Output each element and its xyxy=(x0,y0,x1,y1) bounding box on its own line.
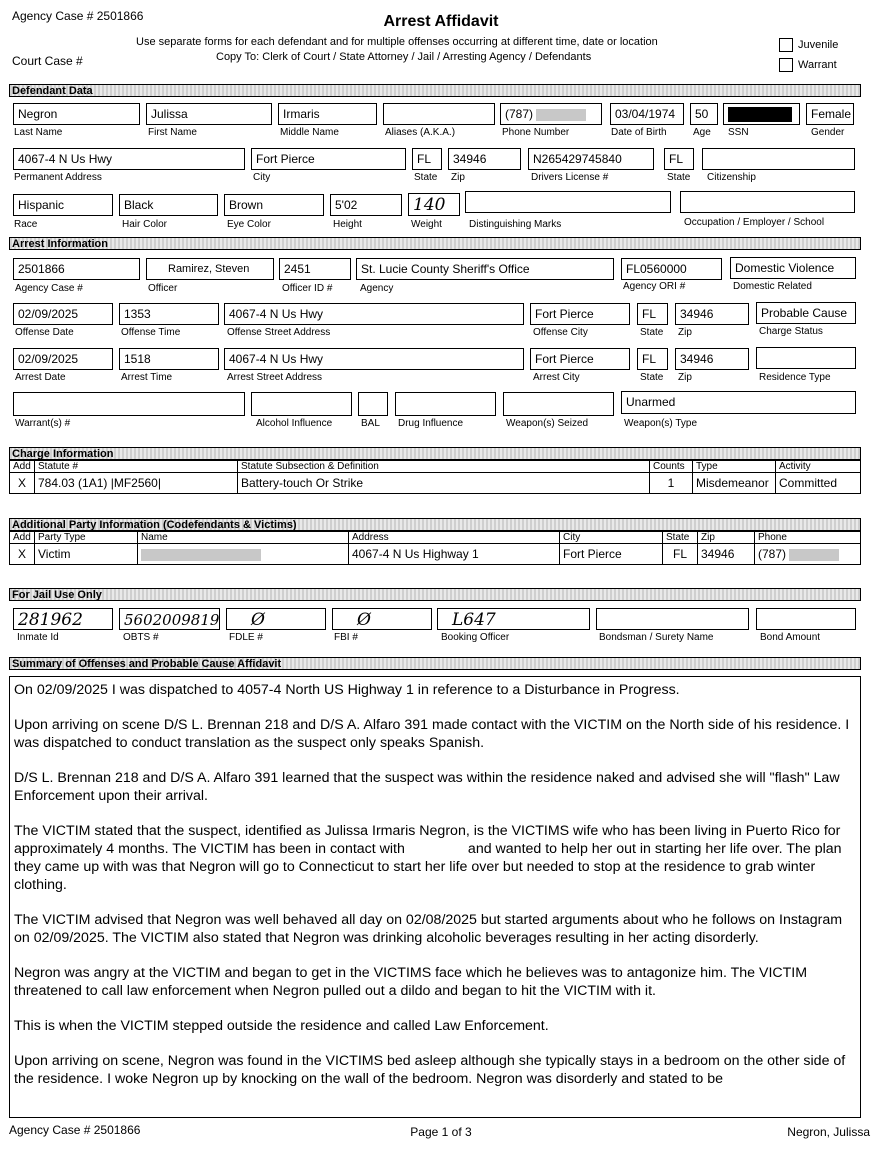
charge-row xyxy=(10,473,861,494)
fdle-label: FDLE # xyxy=(229,632,263,643)
officer-label: Officer xyxy=(148,283,178,294)
party-row xyxy=(10,544,861,565)
summary-section-header: Summary of Offenses and Probable Cause Affidavit xyxy=(9,657,861,670)
hair-label: Hair Color xyxy=(122,219,168,230)
party-name xyxy=(138,544,349,565)
first-name-label: First Name xyxy=(148,127,197,138)
weapon-type-label: Weapon(s) Type xyxy=(624,418,698,429)
party-address: 4067-4 N Us Highway 1 xyxy=(349,544,560,565)
offense-time-label: Offense Time xyxy=(121,327,181,338)
weight-label: Weight xyxy=(411,219,442,230)
court-case-label: Court Case # xyxy=(12,54,83,68)
arrest-time-label: Arrest Time xyxy=(121,372,173,383)
arrest-agency-case-label: Agency Case # xyxy=(15,283,83,294)
state-field[interactable]: FL xyxy=(412,148,442,170)
summary-narrative xyxy=(9,676,861,1118)
footer-defendant-name: Negron, Julissa xyxy=(787,1125,870,1139)
height-field[interactable]: 5'02 xyxy=(330,194,402,216)
agency-case-header: Agency Case # 2501866 xyxy=(12,9,144,23)
weapon-seized-field[interactable] xyxy=(503,392,614,416)
eye-field[interactable]: Brown xyxy=(224,194,324,216)
juvenile-checkbox[interactable] xyxy=(779,38,793,52)
hair-field[interactable]: Black xyxy=(119,194,218,216)
copy-to: Copy To: Clerk of Court / State Attorney / Jail / Arresting Agency / Defendants xyxy=(216,51,592,63)
charge-table xyxy=(9,460,861,494)
obts-label: OBTS # xyxy=(123,632,159,643)
arrest-address-field[interactable]: 4067-4 N Us Hwy xyxy=(224,348,524,370)
warrant-label: Warrant xyxy=(798,59,837,71)
party-add-marker[interactable]: X xyxy=(10,544,35,565)
license-state-field[interactable]: FL xyxy=(664,148,694,170)
form-instructions: Use separate forms for each defendant and for multiple offenses occurring at different time, date or location xyxy=(136,36,658,48)
last-name-field[interactable]: Negron xyxy=(13,103,140,125)
arrest-state-label: State xyxy=(640,372,664,383)
occupation-field[interactable] xyxy=(680,191,855,213)
bal-field[interactable] xyxy=(358,392,388,416)
city-label: City xyxy=(253,172,271,183)
offense-date-label: Offense Date xyxy=(15,327,74,338)
zip-field[interactable]: 34946 xyxy=(448,148,521,170)
arrest-date-field[interactable]: 02/09/2025 xyxy=(13,348,113,370)
arrest-agency-case-field[interactable]: 2501866 xyxy=(13,258,140,280)
party-header-phone: Phone xyxy=(755,532,861,544)
officer-id-label: Officer ID # xyxy=(282,283,333,294)
last-name-label: Last Name xyxy=(14,127,63,138)
booking-officer-label: Booking Officer xyxy=(441,632,510,643)
marks-field[interactable] xyxy=(465,191,671,213)
narrative-paragraph: Upon arriving on scene, Negron was found in the VICTIMS bed asleep although she typically stays in a bedroom on the other side of the residence. I woke Negron up by knocking on the wall of the bedroom. Negron was disorderly and stated to be xyxy=(14,1053,846,1087)
ori-field[interactable]: FL0560000 xyxy=(621,258,722,280)
charge-status-field[interactable]: Probable Cause xyxy=(756,302,856,324)
occupation-label: Occupation / Employer / School xyxy=(684,217,825,228)
fbi-field[interactable]: Ø xyxy=(332,608,432,630)
agency-label: Agency xyxy=(360,283,394,294)
eye-label: Eye Color xyxy=(227,219,271,230)
booking-officer-field[interactable]: L647 xyxy=(437,608,590,630)
offense-state-label: State xyxy=(640,327,664,338)
party-phone: (787) xyxy=(755,544,861,565)
age-label: Age xyxy=(693,127,711,138)
bond-amount-label: Bond Amount xyxy=(760,632,821,643)
phone-label: Phone Number xyxy=(502,127,570,138)
fbi-label: FBI # xyxy=(334,632,358,643)
footer-agency-case: Agency Case # 2501866 xyxy=(9,1123,141,1137)
charge-header-definition: Statute Subsection & Definition xyxy=(238,461,650,473)
charge-header-statute: Statute # xyxy=(35,461,238,473)
agency-field[interactable]: St. Lucie County Sheriff's Office xyxy=(356,258,614,280)
weapon-type-field[interactable]: Unarmed xyxy=(621,391,856,414)
officer-id-field[interactable]: 2451 xyxy=(279,258,351,280)
party-table xyxy=(9,531,861,565)
weapon-seized-label: Weapon(s) Seized xyxy=(506,418,589,429)
first-name-field[interactable]: Julissa xyxy=(146,103,272,125)
redaction xyxy=(789,549,839,561)
citizenship-label: Citizenship xyxy=(707,172,756,183)
warrant-checkbox[interactable] xyxy=(779,58,793,72)
narrative-paragraph: D/S L. Brennan 218 and D/S A. Alfaro 391 learned that the suspect was within the residence naked and advised she will "flash" Law Enforcement upon their arrival. xyxy=(14,770,840,804)
offense-address-field[interactable]: 4067-4 N Us Hwy xyxy=(224,303,524,325)
charge-statute: 784.03 (1A1) |MF2560| xyxy=(35,473,238,494)
narrative-paragraph: The VICTIM stated that the suspect, identified as Julissa Irmaris Negron, is the VICTIMS wife who has been living in Puerto Rico for approximately 4 months. The VICTIM has been in contact with and wanted to help her out in starting her life over. The plan they came up with was that Negron will go to Connecticut to start her life over but needed to stop at the residence to grab winter clothing. xyxy=(14,823,846,893)
dob-field[interactable]: 03/04/1974 xyxy=(610,103,684,125)
race-field[interactable]: Hispanic xyxy=(13,194,113,216)
warrant-number-field[interactable] xyxy=(13,392,245,416)
party-state: FL xyxy=(663,544,698,565)
offense-date-field[interactable]: 02/09/2025 xyxy=(13,303,113,325)
offense-city-label: Offense City xyxy=(533,327,588,338)
gender-field[interactable]: Female xyxy=(806,103,854,125)
city-field[interactable]: Fort Pierce xyxy=(251,148,406,170)
party-city: Fort Pierce xyxy=(560,544,663,565)
zip-label: Zip xyxy=(451,172,465,183)
arrest-time-field[interactable]: 1518 xyxy=(119,348,219,370)
domestic-label: Domestic Related xyxy=(733,281,812,292)
bal-label: BAL xyxy=(361,418,380,429)
ssn-label: SSN xyxy=(728,127,749,138)
page-title: Arrest Affidavit xyxy=(383,13,499,30)
charge-header-add: Add xyxy=(10,461,35,473)
party-header-name: Name xyxy=(138,532,349,544)
redaction xyxy=(141,549,261,561)
charge-status-label: Charge Status xyxy=(759,326,823,337)
middle-name-label: Middle Name xyxy=(280,127,339,138)
drug-field[interactable] xyxy=(395,392,496,416)
citizenship-field[interactable] xyxy=(702,148,855,170)
offense-zip-label: Zip xyxy=(678,327,692,338)
party-header-zip: Zip xyxy=(698,532,755,544)
ori-label: Agency ORI # xyxy=(623,281,686,292)
drug-label: Drug Influence xyxy=(398,418,464,429)
arrest-city-label: Arrest City xyxy=(533,372,580,383)
arrest-section-header: Arrest Information xyxy=(9,237,861,250)
narrative-paragraph: This is when the VICTIM stepped outside the residence and called Law Enforcement. xyxy=(14,1018,549,1034)
race-label: Race xyxy=(14,219,38,230)
aliases-field[interactable] xyxy=(383,103,495,125)
license-label: Drivers License # xyxy=(531,172,609,183)
dob-label: Date of Birth xyxy=(611,127,667,138)
state-label: State xyxy=(414,172,438,183)
weight-field[interactable]: 140 xyxy=(408,193,460,216)
phone-field[interactable]: (787) xyxy=(500,103,602,125)
warrant-number-label: Warrant(s) # xyxy=(15,418,71,429)
address-label: Permanent Address xyxy=(14,172,102,183)
arrest-city-field[interactable]: Fort Pierce xyxy=(530,348,630,370)
charge-section-header: Charge Information xyxy=(9,447,861,460)
inmate-id-label: Inmate Id xyxy=(17,632,59,643)
residence-type-field[interactable] xyxy=(756,347,856,369)
charge-header-activity: Activity xyxy=(776,461,861,473)
charge-header-counts: Counts xyxy=(650,461,693,473)
marks-label: Distinguishing Marks xyxy=(469,219,562,230)
age-field[interactable]: 50 xyxy=(690,103,718,125)
jail-section-header: For Jail Use Only xyxy=(9,588,861,601)
party-header-address: Address xyxy=(349,532,560,544)
aliases-label: Aliases (A.K.A.) xyxy=(385,127,456,138)
officer-field[interactable]: Ramirez, Steven xyxy=(146,258,274,280)
charge-definition: Battery-touch Or Strike xyxy=(238,473,650,494)
fdle-field[interactable]: Ø xyxy=(226,608,326,630)
license-state-label: State xyxy=(667,172,691,183)
offense-city-field[interactable]: Fort Pierce xyxy=(530,303,630,325)
license-field[interactable]: N265429745840 xyxy=(528,148,654,170)
alcohol-field[interactable] xyxy=(251,392,352,416)
domestic-field[interactable]: Domestic Violence xyxy=(730,257,856,279)
obts-field[interactable]: 5602009819 xyxy=(119,608,220,630)
middle-name-field[interactable]: Irmaris xyxy=(278,103,377,125)
charge-add-marker[interactable]: X xyxy=(10,473,35,494)
narrative-paragraph: Upon arriving on scene D/S L. Brennan 218 and D/S A. Alfaro 391 made contact with the VICTIM on the North side of his residence. I was dispatched to conduct translation as the suspect only speaks Spanish. xyxy=(14,717,850,751)
bondsman-field[interactable] xyxy=(596,608,749,630)
height-label: Height xyxy=(333,219,362,230)
gender-label: Gender xyxy=(811,127,845,138)
offense-zip-field[interactable]: 34946 xyxy=(675,303,749,325)
offense-address-label: Offense Street Address xyxy=(227,327,331,338)
offense-time-field[interactable]: 1353 xyxy=(119,303,219,325)
party-section-header: Additional Party Information (Codefendants & Victims) xyxy=(9,518,861,531)
charge-header-type: Type xyxy=(693,461,776,473)
charge-activity: Committed xyxy=(776,473,861,494)
bondsman-label: Bondsman / Surety Name xyxy=(599,632,714,643)
arrest-zip-field[interactable]: 34946 xyxy=(675,348,749,370)
residence-type-label: Residence Type xyxy=(759,372,831,383)
bond-amount-field[interactable] xyxy=(756,608,856,630)
arrest-address-label: Arrest Street Address xyxy=(227,372,323,383)
party-type: Victim xyxy=(35,544,138,565)
arrest-date-label: Arrest Date xyxy=(15,372,66,383)
arrest-state-field[interactable]: FL xyxy=(637,348,668,370)
party-zip: 34946 xyxy=(698,544,755,565)
address-field[interactable]: 4067-4 N Us Hwy xyxy=(13,148,245,170)
narrative-paragraph: On 02/09/2025 I was dispatched to 4057-4 North US Highway 1 in reference to a Disturbance in Progress. xyxy=(14,682,680,698)
party-header-type: Party Type xyxy=(35,532,138,544)
defendant-section-header: Defendant Data xyxy=(9,84,861,97)
redaction xyxy=(536,109,586,121)
footer-page-number: Page 1 of 3 xyxy=(410,1125,472,1139)
charge-counts: 1 xyxy=(650,473,693,494)
party-header-add: Add xyxy=(10,532,35,544)
inmate-id-field[interactable]: 281962 xyxy=(13,608,113,630)
narrative-paragraph: The VICTIM advised that Negron was well behaved all day on 02/08/2025 but started arguments about who he follows on Instagram on 02/09/2025. The VICTIM also stated that Negron was drinking alcoholic beverages resulting in her acting disorderly. xyxy=(14,912,843,946)
juvenile-label: Juvenile xyxy=(798,39,839,51)
arrest-zip-label: Zip xyxy=(678,372,692,383)
redaction xyxy=(728,107,792,122)
ssn-field[interactable] xyxy=(723,103,800,125)
party-header-city: City xyxy=(560,532,663,544)
charge-type: Misdemeanor xyxy=(693,473,776,494)
party-header-state: State xyxy=(663,532,698,544)
alcohol-label: Alcohol Influence xyxy=(256,418,333,429)
narrative-paragraph: Negron was angry at the VICTIM and began to get in the VICTIMS face which he believes was to antagonize him. The VICTIM threatened to call law enforcement when Negron pulled out a dildo and began to hit the VICTIM with it. xyxy=(14,965,808,999)
offense-state-field[interactable]: FL xyxy=(637,303,668,325)
